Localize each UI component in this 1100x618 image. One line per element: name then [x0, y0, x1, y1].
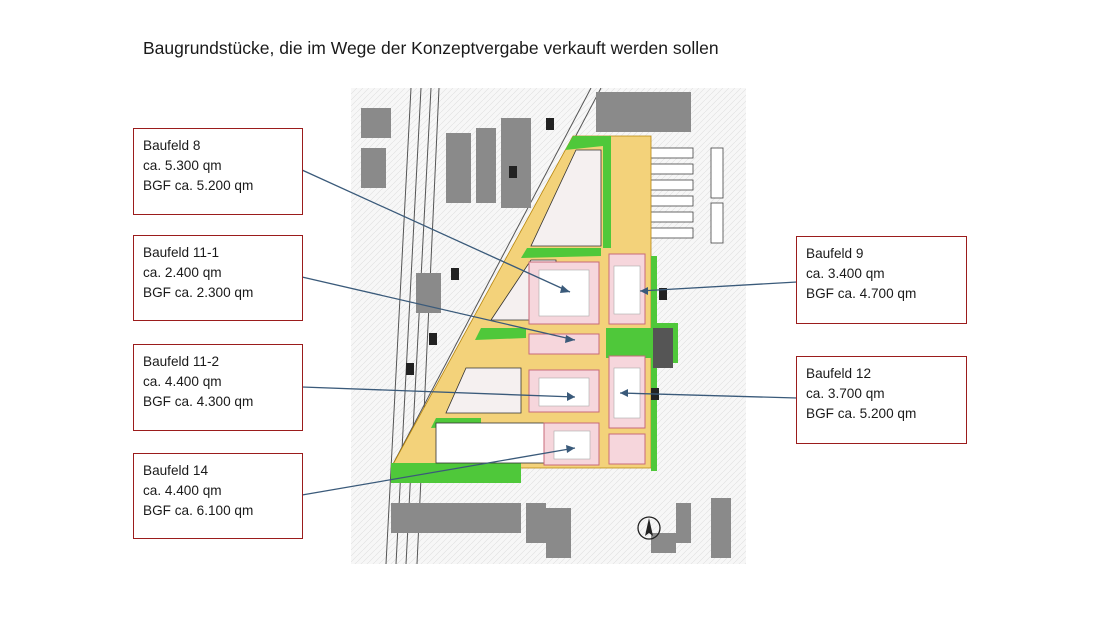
callout-area: ca. 3.400 qm: [806, 266, 885, 281]
callout-name: Baufeld 12: [806, 366, 872, 381]
baufeld-14-plot: [436, 423, 546, 463]
callout-bgf: BGF ca. 6.100 qm: [143, 503, 254, 518]
site-plan-map: [351, 88, 746, 564]
callout-bgf: BGF ca. 2.300 qm: [143, 285, 254, 300]
callout-baufeld-9: [796, 236, 967, 324]
callout-bgf: BGF ca. 4.300 qm: [143, 394, 254, 409]
transformer-building: [653, 328, 673, 368]
callout-area: ca. 3.700 qm: [806, 386, 885, 401]
callout-area: ca. 4.400 qm: [143, 483, 222, 498]
callout-baufeld-12: [796, 356, 967, 444]
callout-name: Baufeld 9: [806, 246, 864, 261]
callout-area: ca. 5.300 qm: [143, 158, 222, 173]
callout-area: ca. 2.400 qm: [143, 265, 222, 280]
callout-name: Baufeld 14: [143, 463, 209, 478]
callout-name: Baufeld 8: [143, 138, 201, 153]
callout-baufeld-14: [133, 453, 303, 539]
callout-area: ca. 4.400 qm: [143, 374, 222, 389]
callout-bgf: BGF ca. 5.200 qm: [143, 178, 254, 193]
callout-baufeld-8: [133, 128, 303, 215]
callout-name: Baufeld 11-1: [143, 245, 220, 260]
callout-name: Baufeld 11-2: [143, 354, 220, 369]
callout-baufeld-11-2: [133, 344, 303, 431]
slide-title: Baugrundstücke, die im Wege der Konzeptvergabe verkauft werden sollen: [143, 38, 719, 58]
callout-bgf: BGF ca. 4.700 qm: [806, 286, 917, 301]
callout-bgf: BGF ca. 5.200 qm: [806, 406, 917, 421]
callout-baufeld-11-1: [133, 235, 303, 321]
